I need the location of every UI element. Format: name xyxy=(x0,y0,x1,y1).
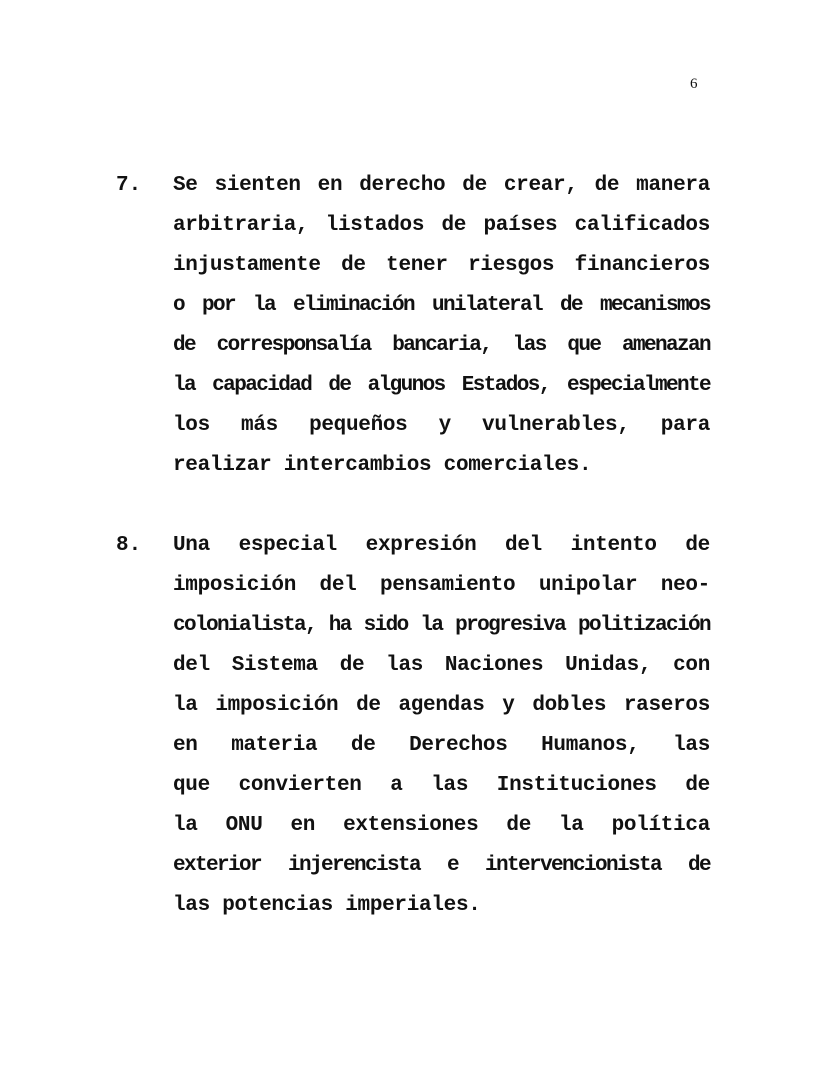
text-line: los más pequeños y vulnerables, para xyxy=(173,414,710,437)
text-line: arbitraria, listados de países calificados xyxy=(173,214,710,237)
item-paragraph xyxy=(173,526,710,926)
text-line: del Sistema de las Naciones Unidas, con xyxy=(173,654,710,677)
item-number: 7. xyxy=(116,174,142,197)
text-line: de corresponsalía bancaria, las que amenazan xyxy=(173,334,710,357)
text-line: en materia de Derechos Humanos, las xyxy=(173,734,710,757)
text-line: la imposición de agendas y dobles raseros xyxy=(173,694,710,717)
text-line: la capacidad de algunos Estados, especialmente xyxy=(173,374,710,397)
text-line: injustamente de tener riesgos financieros xyxy=(173,254,710,277)
item-paragraph xyxy=(173,166,710,486)
item-number: 8. xyxy=(116,534,142,557)
text-line: o por la eliminación unilateral de mecanismos xyxy=(173,294,710,317)
text-line: exterior injerencista e intervencionista de xyxy=(173,854,710,877)
text-line: la ONU en extensiones de la política xyxy=(173,814,710,837)
text-line: realizar intercambios comerciales. xyxy=(173,454,592,477)
text-line: imposición del pensamiento unipolar neo- xyxy=(173,574,710,597)
page-number: 6 xyxy=(690,76,698,92)
text-line: las potencias imperiales. xyxy=(173,894,481,917)
text-line: que convierten a las Instituciones de xyxy=(173,774,710,797)
text-line: colonialista, ha sido la progresiva politización xyxy=(173,614,710,637)
text-line: Una especial expresión del intento de xyxy=(173,534,710,557)
text-line: Se sienten en derecho de crear, de manera xyxy=(173,174,710,197)
